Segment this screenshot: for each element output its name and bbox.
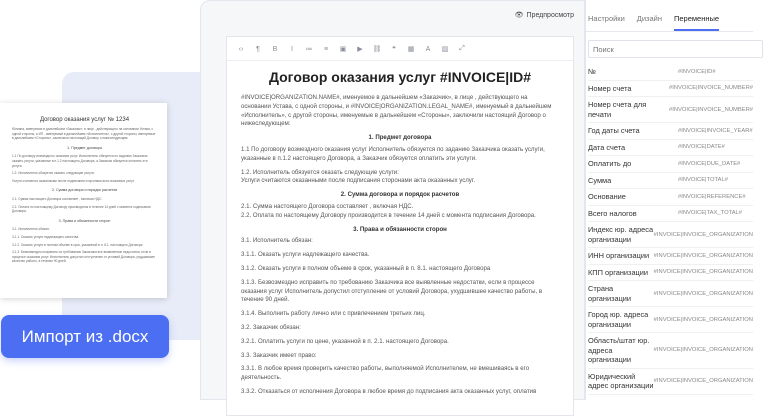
thumbnail-paragraph: 3.1.2. Оказать услуги в полном объеме в срок, указанный в п. 8.1. настоящего Договора <box>12 242 143 247</box>
link-icon[interactable]: ⛓ <box>372 46 382 53</box>
variable-row[interactable] <box>588 307 753 333</box>
document-paragraph: 3.1.3. Безвозмездно исправить по требованию Заказчика все выявленные недостатки, если в процессе оказания услуг Исполнитель допустил отступление от условий Договора, ухудшившее качество работы, в течение 90 дней. <box>241 278 543 304</box>
variable-row[interactable] <box>588 97 753 123</box>
variable-row[interactable] <box>588 206 753 223</box>
variable-code: #INVOICE|INVOICE_ORGANIZATION <box>653 252 753 259</box>
variable-code: #INVOICE|TAX_TOTAL# <box>678 210 743 217</box>
document-paragraph: 2.1. Сумма настоящего Договора составляет , включая НДС. 2.2. Оплата по настоящему Договору производится в течение 14 дней с момента подписания Договора. <box>241 202 536 219</box>
variable-label: Юридический адрес организации <box>588 371 654 390</box>
import-docx-button[interactable]: Импорт из .docx <box>1 315 169 358</box>
thumbnail-paragraph: 1.1 По договору возмездного оказания услуг Исполнитель обязуется по заданию Заказчика оказать услуги, указанные в п.1.2 настоящего Договора, а Заказчик обязуется оплатить эти услуги. <box>12 154 148 168</box>
panel-tabs <box>586 0 753 32</box>
variable-label: Номер счета для печати <box>588 100 647 119</box>
thumbnail-paragraph: 3.1.3. Безвозмездно исправить по требованию Заказчика все выявленные недостатки, если в процессе оказания услуг Исполнитель допустил отступление от условий Договора, ухудшившее качество работы, в течение 90 дней. <box>12 250 156 264</box>
variable-row[interactable] <box>588 222 753 248</box>
side-panel <box>585 0 753 400</box>
document-paragraph: 3.3. Заказчик имеет право: <box>241 351 317 359</box>
section-heading: 3. Права и обязанности сторон <box>353 225 447 233</box>
eye-icon: 👁 <box>514 12 524 19</box>
document-paragraph: 3.3.2. Отказаться от исполнения Договора в любое время до подписания акта оказанных услуг, оплатив <box>241 387 537 395</box>
thumbnail-paragraph: 2. Сумма договора и порядок расчетов <box>51 188 117 193</box>
editor-toolbar <box>227 37 573 61</box>
document-page[interactable] <box>226 36 574 416</box>
variable-row[interactable] <box>588 156 753 173</box>
document-paragraph: 3.1.1. Оказать услуги надлежащего качества. <box>241 251 370 259</box>
code-icon[interactable]: ‹› <box>238 45 244 53</box>
variable-label: Страна организации <box>588 284 632 303</box>
numbered-list-icon[interactable]: ≡ <box>323 45 329 53</box>
variable-code: #INVOICE|INVOICE_ORGANIZATION <box>653 378 753 384</box>
variable-label: Год даты счета <box>588 126 640 135</box>
thumbnail-paragraph: 1. Предмет договора <box>67 145 102 150</box>
variable-code: #INVOICE|INVOICE_ORGANIZATION <box>653 231 753 238</box>
document-paragraph: #INVOICE|ORGANIZATION.NAME#, именуемое в дальнейшем «Заказчик», в лице , действующего на основании Устава, с одной стороны, и #INVOICE|ORGANIZATION.LEGAL_NAME#, именуемый в дальнейшем «Исполнитель», с другой стороны, именуемые в дальнейшем «Стороны», заключили настоящий Договор о нижеследующем: <box>241 94 552 128</box>
thumbnail-paragraph: Юлиана, именуемое в дальнейшем «Заказчик», в лице , действующего на основании Устава, с одной стороны, и ИП , именуемый в дальнейшем «Исполнитель», с другой стороны, именуемые в дальнейшем «Стороны», заключили настоящий Договор о нижеследующем: <box>12 127 156 141</box>
variable-row[interactable] <box>588 281 753 307</box>
thumbnail-paragraph: 2.1. Сумма настоящего Договора составляет , включая НДС. <box>12 196 103 201</box>
thumbnail-paragraph: 3.1.1. Оказать услуги надлежащего качества. <box>12 234 80 239</box>
variable-code: #INVOICE|INVOICE_NUMBER# <box>669 85 753 92</box>
variable-label: Всего налогов <box>588 208 637 218</box>
variable-row[interactable] <box>588 81 753 98</box>
document-paragraph: 3.2.1. Оплатить услуги по цене, указанной в п. 2.1. настоящего Договора. <box>241 337 449 345</box>
document-paragraph: 3.1. Исполнитель обязан: <box>241 237 313 245</box>
variable-code: #INVOICE|REFERENCE# <box>678 193 746 200</box>
variable-label: № <box>588 67 596 76</box>
document-paragraph: 3.1.4. Выполнить работу лично или с привлечением третьих лиц. <box>241 310 426 318</box>
section-heading: 2. Сумма договора и порядок расчетов <box>340 191 460 199</box>
variable-code: #INVOICE|DATE# <box>678 144 725 151</box>
variables-list <box>588 64 753 395</box>
variable-row[interactable] <box>588 189 753 206</box>
variable-row[interactable] <box>588 64 753 81</box>
section-heading: 1. Предмет договора <box>368 134 432 142</box>
variable-code: #INVOICE|DUE_DATE# <box>678 160 741 167</box>
variable-code: #INVOICE|INVOICE_NUMBER# <box>669 106 753 113</box>
document-body[interactable] <box>241 94 559 397</box>
variable-code: #INVOICE|INVOICE_ORGANIZATION <box>653 316 753 323</box>
bold-icon[interactable]: B <box>272 45 278 53</box>
variable-code: #INVOICE|INVOICE_ORGANIZATION <box>653 290 753 297</box>
table-icon[interactable]: ▦ <box>407 46 415 53</box>
tab-1[interactable]: Дизайн <box>636 14 662 23</box>
variable-label: ИНН организации <box>588 251 650 260</box>
variable-row[interactable] <box>588 265 753 282</box>
variable-code: #INVOICE|TOTAL# <box>678 177 728 184</box>
thumbnail-paragraph: Услуги считаются оказанными после подписания сторонами акта оказанных услуг. <box>12 178 135 183</box>
thumbnail-paragraph: 3.1. Исполнитель обязан: <box>12 227 50 232</box>
bullet-list-icon[interactable]: ≔ <box>305 46 313 53</box>
variable-code: #INVOICE|INVOICE_YEAR# <box>678 127 753 134</box>
thumbnail-body <box>12 127 157 264</box>
preview-label: Предпросмотр <box>526 11 574 19</box>
image-alt-icon[interactable]: ▨ <box>441 46 449 53</box>
document-paragraph: 3.3.1. В любое время проверить качество работы, выполняемой Исполнителем, не вмешиваясь в его деятельность. <box>241 365 530 382</box>
variable-row[interactable] <box>588 248 753 265</box>
variable-row[interactable] <box>588 369 753 395</box>
variable-label: Номер счета <box>588 83 632 93</box>
thumbnail-paragraph: 3. Права и обязанности сторон <box>58 218 111 223</box>
tab-2[interactable]: Переменные <box>674 14 719 31</box>
search-input[interactable] <box>588 40 763 58</box>
variable-label: Город юр. адреса организации <box>588 310 649 329</box>
variable-code: #INVOICE|INVOICE_ORGANIZATION <box>653 269 753 276</box>
fullscreen-icon[interactable]: ⤢ <box>459 45 465 52</box>
variable-label: Основание <box>588 192 626 201</box>
variable-label: Сумма <box>588 175 612 185</box>
video-icon[interactable]: ▶ <box>357 46 363 53</box>
thumbnail-paragraph: 1.2. Исполнитель обязуется оказать следующие услуги: <box>12 171 95 176</box>
variable-row[interactable] <box>588 333 753 369</box>
variable-label: Индекс юр. адреса организации <box>588 225 654 244</box>
variable-code: #INVOICE|INVOICE_ORGANIZATION <box>653 347 753 354</box>
blockquote-icon[interactable]: ❝ <box>392 46 396 53</box>
document-paragraph: 1.2. Исполнитель обязуется оказать следующие услуги: Услуги считаются оказанными после подписания сторонами акта оказанных услуг. <box>241 168 476 185</box>
variable-label: КПП организации <box>588 267 649 277</box>
variable-row[interactable] <box>588 123 753 140</box>
paragraph-icon[interactable]: ¶ <box>256 45 260 53</box>
variable-label: Оплатить до <box>588 159 632 168</box>
thumbnail-paragraph: 2.2. Оплата по настоящему Договору производится в течение 14 дней с момента подписания Договора. <box>12 204 151 214</box>
document-paragraph: 3.2. Заказчик обязан: <box>241 323 301 331</box>
variable-row[interactable] <box>588 173 753 190</box>
tab-0[interactable]: Настройки <box>588 14 625 23</box>
image-icon[interactable]: ▣ <box>339 46 347 53</box>
document-paragraph: 1.1 По договору возмездного оказания услуг Исполнитель обязуется по заданию Заказчика оказать услуги, указанные в п.1.2 настоящего Договора, а Заказчик обязуется оплатить эти услуги. <box>241 145 545 162</box>
document-editor <box>200 0 585 400</box>
preview-button[interactable] <box>515 11 574 19</box>
thumbnail-title: Договор оказания услуг № 1234 <box>39 117 130 123</box>
document-paragraph: 3.1.2. Оказать услуги в полном объеме в срок, указанный в п. 8.1. настоящего Договора <box>241 264 491 272</box>
variable-label: Дата счета <box>588 142 626 152</box>
variable-code: #INVOICE|ID# <box>678 68 716 75</box>
italic-icon[interactable]: I <box>291 45 293 53</box>
docx-preview-thumbnail <box>0 103 167 298</box>
variable-label: Область/штат юр. адреса организации <box>588 336 650 364</box>
font-icon[interactable]: A <box>425 45 431 53</box>
document-title: Договор оказания услуг #INVOICE|ID# <box>268 69 531 85</box>
variable-row[interactable] <box>588 140 753 157</box>
